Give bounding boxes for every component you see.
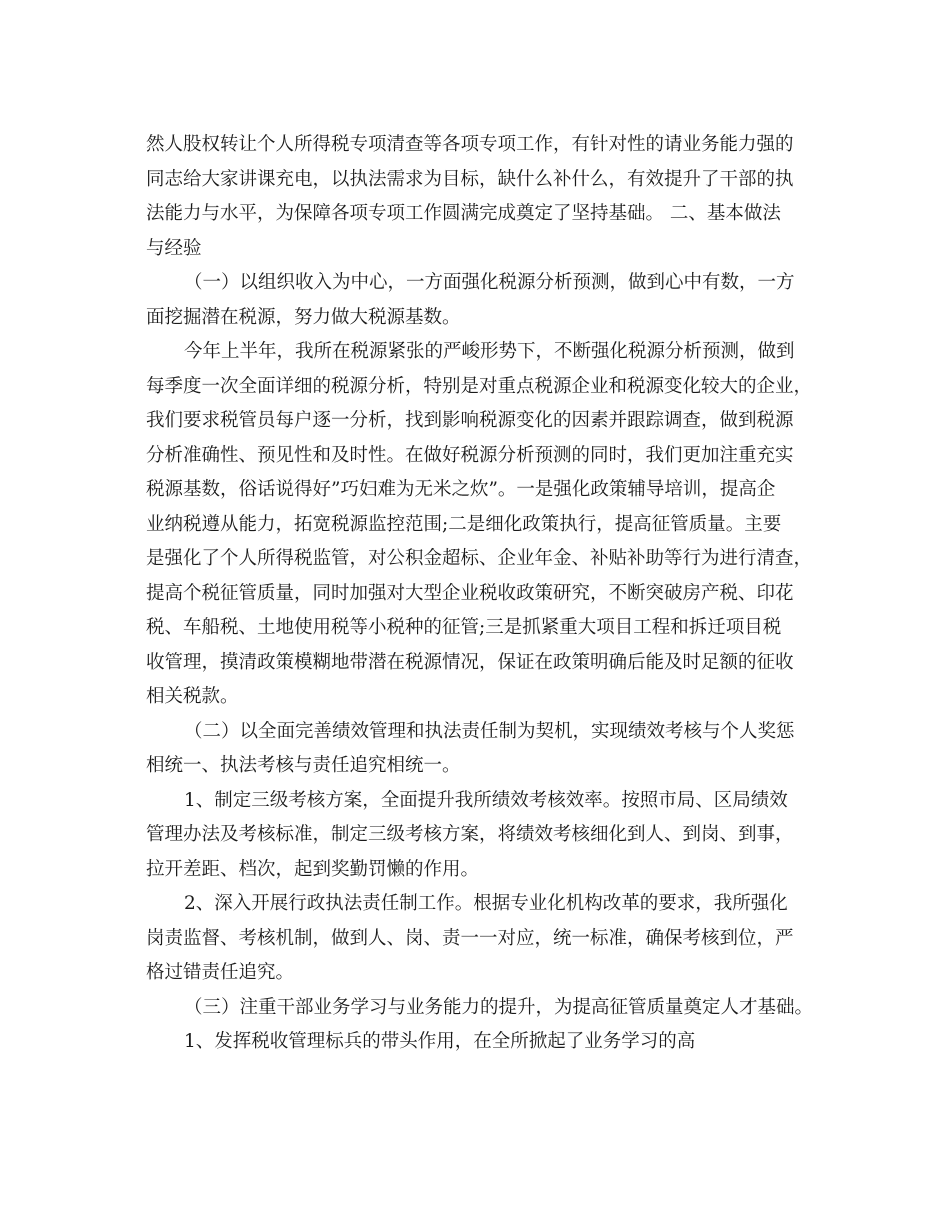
text-line: 管理办法及考核标准，制定三级考核方案，将绩效考核细化到人、到岗、到事， [146, 824, 794, 845]
text-line: 分析准确性、预见性和及时性。在做好税源分析预测的同时，我们更加注重充实 [146, 444, 794, 466]
text-line: 业纳税遵从能力，拓宽税源监控范围;二是细化政策执行，提高征管质量。主要 [146, 513, 782, 535]
text-line: 格过错责任追究。 [146, 962, 295, 983]
text-line: 相统一、执法考核与责任追究相统一。 [146, 755, 461, 776]
text-line: （一）以组织收入为中心，一方面强化税源分析预测，做到心中有数，一方 [184, 272, 795, 293]
text-line: 相关税款。 [146, 686, 239, 707]
text-line: 面挖掘潜在税源，努力做大税源基数。 [146, 306, 461, 328]
text-line: 我们要求税管员每户逐一分析，找到影响税源变化的因素并跟踪调查，做到税源 [146, 410, 794, 431]
text-line: （二）以全面完善绩效管理和执法责任制为契机，实现绩效考核与个人奖惩 [184, 720, 795, 742]
text-line: 1、发挥税收管理标兵的带头作用，在全所掀起了业务学习的高 [184, 1031, 696, 1052]
text-line: 1、制定三级考核方案，全面提升我所绩效考核效率。按照市局、区局绩效 [184, 789, 788, 811]
text-line: 然人股权转让个人所得税专项清查等各项专项工作，有针对性的请业务能力强的 [146, 134, 794, 155]
text-line: 岗责监督、考核机制，做到人、岗、责一一对应，统一标准，确保考核到位，严 [146, 927, 794, 949]
document-body [146, 128, 816, 1060]
text-line: 2、深入开展行政执法责任制工作。根据专业化机构改革的要求，我所强化 [184, 893, 788, 914]
text-line: 提高个税征管质量，同时加强对大型企业税收政策研究，不断突破房产税、印花 [146, 582, 794, 604]
text-line: 与经验 [146, 237, 202, 259]
text-line: 收管理，摸清政策模糊地带潜在税源情况，保证在政策明确后能及时足额的征收 [146, 651, 794, 673]
text-line: 今年上半年，我所在税源紧张的严峻形势下，不断强化税源分析预测，做到 [184, 341, 795, 362]
text-line: （三）注重干部业务学习与业务能力的提升，为提高征管质量奠定人才基础。 [184, 996, 814, 1018]
text-line: 同志给大家讲课充电，以执法需求为目标，缺什么补什么，有效提升了干部的执 [146, 168, 794, 190]
text-line: 是强化了个人所得税监管，对公积金超标、企业年金、补贴补助等行为进行清查， [146, 548, 813, 569]
text-line: 拉开差距、档次，起到奖勤罚懒的作用。 [146, 858, 480, 880]
text-line: 法能力与水平，为保障各项专项工作圆满完成奠定了坚持基础。 二、基本做法 [146, 203, 781, 224]
text-line: 税、车船税、土地使用税等小税种的征管;三是抓紧重大项目工程和拆迁项目税 [146, 617, 782, 638]
text-line: 每季度一次全面详细的税源分析，特别是对重点税源企业和税源变化较大的企业， [146, 375, 813, 397]
text-line: 税源基数，俗话说得好”巧妇难为无米之炊”。一是强化政策辅导培训，提高企 [146, 479, 776, 500]
